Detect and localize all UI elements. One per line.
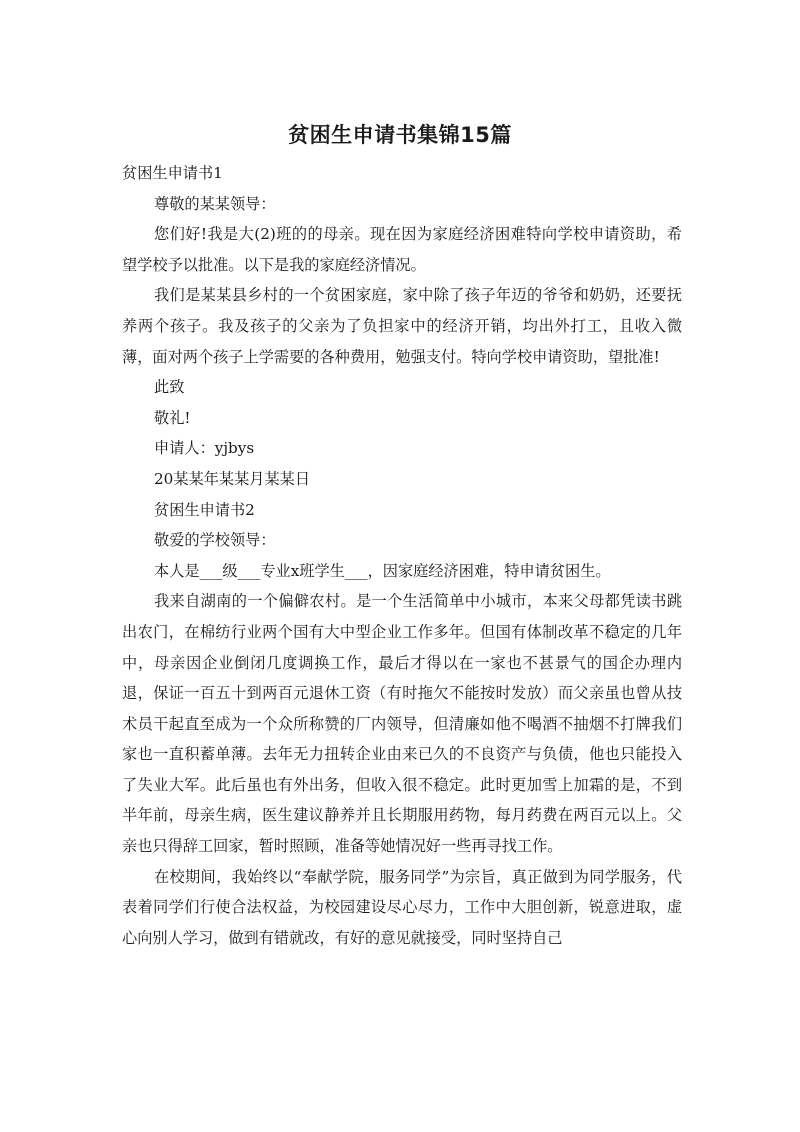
document-body bbox=[122, 158, 682, 953]
paragraph: 20某某年某某月某某日 bbox=[154, 469, 311, 488]
paragraph: 在校期间，我始终以“奉献学院，服务同学”为宗旨，真正做到为同学服务，代表着同学们行使合法权益，为校园建设尽心尽力，工作中大胆创新，锐意进取，虚心向别人学习，做到有错就改，有好的意见就接受，同时坚持自己 bbox=[122, 867, 682, 947]
paragraph: 申请人：yjbys bbox=[154, 439, 255, 458]
document-title: 贫困生申请书集锦15篇 bbox=[288, 123, 512, 147]
paragraph: 尊敬的某某领导： bbox=[154, 194, 276, 213]
paragraph: 您们好!我是大(2)班的的母亲。现在因为家庭经济困难特向学校申请资助，希望学校予以批准。以下是我的家庭经济情况。 bbox=[122, 225, 682, 274]
paragraph: 贫困生申请书2 bbox=[154, 500, 255, 519]
paragraph: 本人是___级___专业x班学生___，因家庭经济困难，特申请贫困生。 bbox=[154, 561, 611, 580]
paragraph: 敬爱的学校领导： bbox=[154, 531, 276, 550]
paragraph: 此致 bbox=[154, 378, 185, 397]
paragraph: 贫困生申请书1 bbox=[122, 164, 223, 182]
paragraph: 敬礼! bbox=[154, 408, 191, 427]
paragraph: 我们是某某县乡村的一个贫困家庭，家中除了孩子年迈的爷爷和奶奶，还要抚养两个孩子。我及孩子的父亲为了负担家中的经济开销，均出外打工，且收入微薄，面对两个孩子上学需要的各种费用，勉强支付。特向学校申请资助，望批准! bbox=[122, 286, 682, 366]
paragraph: 我来自湖南的一个偏僻农村。是一个生活简单中小城市，本来父母都凭读书跳出农门，在棉纺行业两个国有大中型企业工作多年。但国有体制改革不稳定的几年中，母亲因企业倒闭几度调换工作，最后才得以在一家也不甚景气的国企办理内退，保证一百五十到两百元退休工资（有时拖欠不能按时发放）而父亲虽也曾从技术员干起直至成为一个众所称赞的厂内领导，但清廉如他不喝酒不抽烟不打牌我们家也一直积蓄单薄。去年无力扭转企业由来已久的不良资产与负债，他也只能投入了失业大军。此后虽也有外出务，但收入很不稳定。此时更加雪上加霜的是，不到半年前，母亲生病，医生建议静养并且长期服用药物，每月药费在两百元以上。父亲也只得辞工回家，暂时照顾，准备等她情况好一些再寻找工作。 bbox=[122, 592, 682, 856]
